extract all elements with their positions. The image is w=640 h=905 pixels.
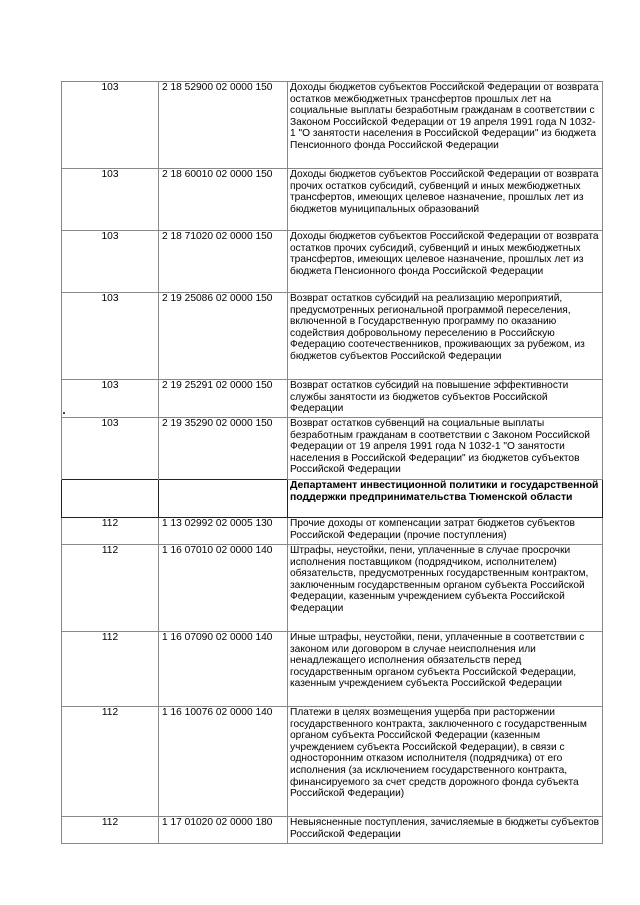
budget-code-cell: 2 18 60010 02 0000 150 — [159, 169, 288, 231]
table-row — [62, 418, 603, 480]
table-row — [62, 545, 603, 632]
admin-code-cell — [62, 480, 159, 518]
table-row — [62, 380, 603, 418]
admin-code-cell: 112 — [62, 632, 159, 707]
revenue-name-cell: Невыясненные поступления, зачисляемые в бюджеты субъектов Российской Федерации — [288, 817, 603, 844]
table-row — [62, 169, 603, 231]
revenue-name-cell: Прочие доходы от компенсации затрат бюджетов субъектов Российской Федерации (прочие поступления) — [288, 518, 603, 545]
revenue-name-cell: Доходы бюджетов субъектов Российской Федерации от возврата прочих остатков субсидий, субвенций и иных межбюджетных трансфертов, имеющих целевое назначение, прошлых лет из бюджетов муниципальных образований — [288, 169, 603, 231]
admin-code-cell: 103 — [62, 418, 159, 480]
revenue-codes-table — [61, 81, 603, 844]
budget-code-cell: 1 13 02992 02 0005 130 — [159, 518, 288, 545]
table-row — [62, 632, 603, 707]
table-row — [62, 293, 603, 380]
budget-code-cell: 2 18 52900 02 0000 150 — [159, 82, 288, 169]
admin-code-cell: 103 — [62, 169, 159, 231]
admin-code-cell: 103 — [62, 380, 159, 418]
table-row — [62, 817, 603, 844]
admin-code-cell: 112 — [62, 545, 159, 632]
table-row — [62, 231, 603, 293]
department-header-row — [62, 480, 603, 518]
revenue-name-cell: Доходы бюджетов субъектов Российской Федерации от возврата остатков прочих субсидий, субвенций и иных межбюджетных трансфертов, имеющих целевое назначение, прошлых лет из бюджета Пенсионного фонда Российской Федерации — [288, 231, 603, 293]
budget-code-cell: 1 16 07090 02 0000 140 — [159, 632, 288, 707]
admin-code-cell: 103 — [62, 293, 159, 380]
budget-code-cell: 2 18 71020 02 0000 150 — [159, 231, 288, 293]
revenue-name-cell: Иные штрафы, неустойки, пени, уплаченные в соответствии с законом или договором в случае неисполнения или ненадлежащего исполнения обязательств перед государственным органом субъекта Российской Федерации, казенным учреждением субъекта Российской Федерации — [288, 632, 603, 707]
department-name-cell: Департамент инвестиционной политики и государственной поддержки предпринимательства Тюменской области — [288, 480, 603, 518]
admin-code-cell: 112 — [62, 518, 159, 545]
revenue-name-cell: Платежи в целях возмещения ущерба при расторжении государственного контракта, заключенного с государственным органом субъекта Российской Федерации (казенным учреждением субъекта Российской Федерации), в связи с односторонним отказом исполнителя (подрядчика) от его исполнения (за исключением государственного контракта, финансируемого за счет средств дорожного фонда субъекта Российской Федерации) — [288, 707, 603, 817]
table-row — [62, 518, 603, 545]
revenue-name-cell: Возврат остатков субвенций на социальные выплаты безработным гражданам в соответствии с Законом Российской Федерации от 19 апреля 1991 года N 1032-1 "О занятости населения в Российской Федерации" из бюджетов субъектов Российской Федерации — [288, 418, 603, 480]
admin-code-cell: 112 — [62, 707, 159, 817]
budget-code-cell — [159, 480, 288, 518]
budget-code-cell: 1 17 01020 02 0000 180 — [159, 817, 288, 844]
revenue-name-cell: Штрафы, неустойки, пени, уплаченные в случае просрочки исполнения поставщиком (подрядчиком, исполнителем) обязательств, предусмотренных государственным контрактом, заключенным государственным органом субъекта Российской Федерации, казенным учреждением субъекта Российской Федерации — [288, 545, 603, 632]
admin-code-cell: 103 — [62, 231, 159, 293]
revenue-name-cell: Доходы бюджетов субъектов Российской Федерации от возврата остатков межбюджетных трансфертов прошлых лет на социальные выплаты безработным гражданам в соответствии с Законом Российской Федерации от 19 апреля 1991 года N 1032-1 "О занятости населения в Российской Федерации" из бюджета Пенсионного фонда Российской Федерации — [288, 82, 603, 169]
budget-code-cell: 2 19 25291 02 0000 150 — [159, 380, 288, 418]
scan-speck — [63, 412, 65, 414]
table-row — [62, 82, 603, 169]
revenue-name-cell: Возврат остатков субсидий на повышение эффективности службы занятости из бюджетов субъектов Российской Федерации — [288, 380, 603, 418]
budget-code-cell: 1 16 07010 02 0000 140 — [159, 545, 288, 632]
revenue-name-cell: Возврат остатков субсидий на реализацию мероприятий, предусмотренных региональной программой переселения, включенной в Государственную программу по оказанию содействия добровольному переселению в Российскую Федерацию соотечественников, проживающих за рубежом, из бюджетов субъектов Российской Федерации — [288, 293, 603, 380]
admin-code-cell: 112 — [62, 817, 159, 844]
budget-code-cell: 2 19 35290 02 0000 150 — [159, 418, 288, 480]
table-row — [62, 707, 603, 817]
budget-code-cell: 1 16 10076 02 0000 140 — [159, 707, 288, 817]
admin-code-cell: 103 — [62, 82, 159, 169]
budget-code-cell: 2 19 25086 02 0000 150 — [159, 293, 288, 380]
